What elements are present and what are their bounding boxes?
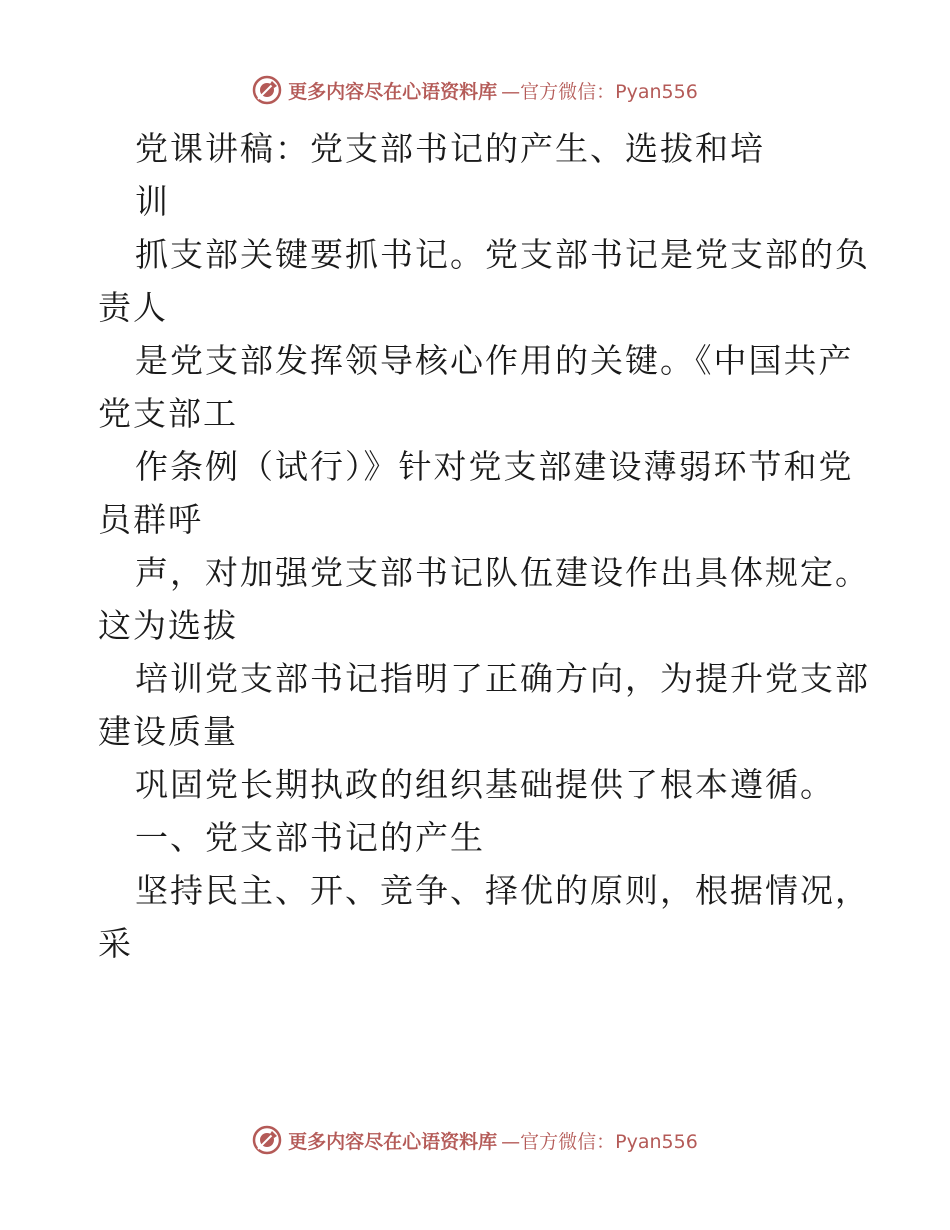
- doc-line: 党课讲稿：党支部书记的产生、选拔和培: [135, 129, 765, 168]
- banner-sub-text: —官方微信：Pyan556: [501, 1130, 698, 1153]
- doc-line: 作条例（试行）》针对党支部建设薄弱环节和党: [135, 447, 854, 486]
- doc-line: 抓支部关键要抓书记。党支部书记是党支部的负: [135, 235, 870, 274]
- doc-line: 声，对加强党支部书记队伍建设作出具体规定。: [135, 553, 870, 592]
- banner-sub-text: —官方微信：Pyan556: [501, 80, 698, 103]
- doc-line: 训: [135, 182, 170, 221]
- doc-line: 党支部工: [98, 394, 238, 433]
- doc-line: 这为选拔: [98, 606, 238, 645]
- doc-line: 责人: [98, 288, 168, 327]
- section-heading: 一、党支部书记的产生: [135, 818, 485, 857]
- doc-line: 巩固党长期执政的组织基础提供了根本遵循。: [135, 765, 835, 804]
- header-watermark-banner: [0, 72, 950, 108]
- doc-line: 建设质量: [98, 712, 238, 751]
- doc-line: 员群呼: [98, 500, 203, 539]
- doc-line: 是党支部发挥领导核心作用的关键。《中国共产: [135, 341, 854, 380]
- footer-watermark-banner: [0, 1122, 950, 1158]
- doc-line: 培训党支部书记指明了正确方向，为提升党支部: [135, 659, 870, 698]
- banner-main-text: 更多内容尽在心语资料库: [288, 1130, 498, 1153]
- pen-seal-icon: [252, 75, 282, 105]
- banner-main-text: 更多内容尽在心语资料库: [288, 80, 498, 103]
- pen-seal-icon: [252, 1125, 282, 1155]
- doc-line: 采: [98, 924, 133, 963]
- doc-line: 坚持民主、开、竞争、择优的原则，根据情况，: [135, 871, 870, 910]
- document-body: [98, 122, 870, 970]
